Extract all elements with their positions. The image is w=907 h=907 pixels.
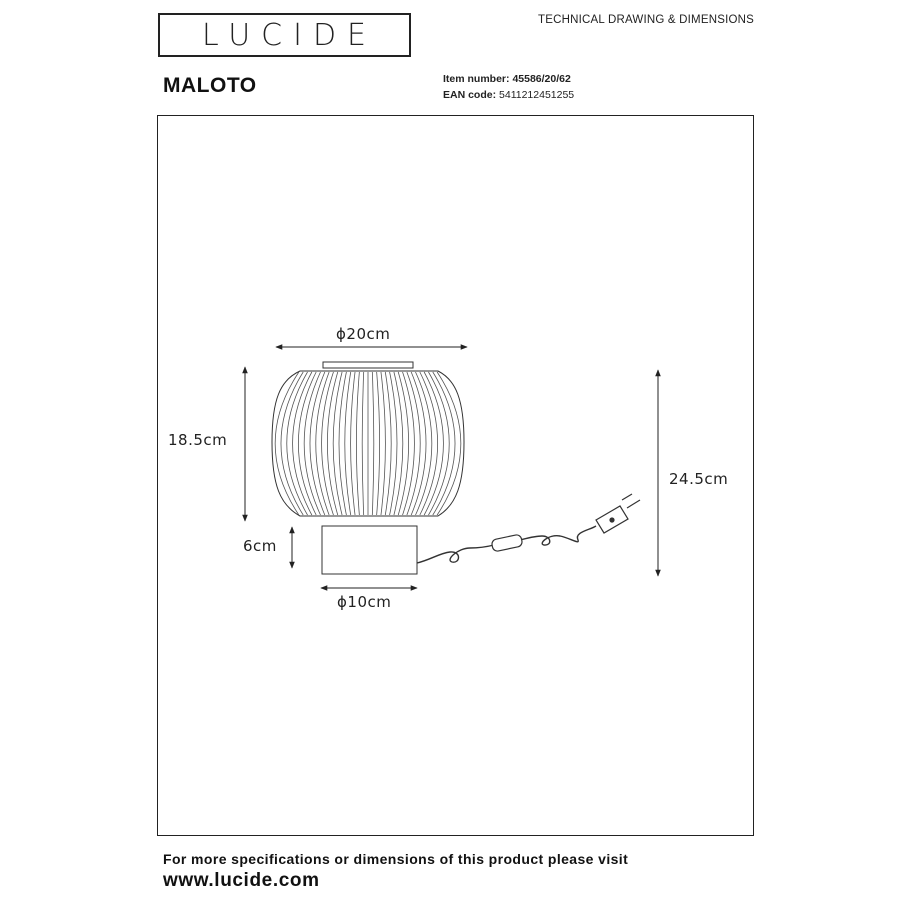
footer-note: For more specifications or dimensions of this product please visit — [163, 851, 629, 867]
item-number-label: Item number: — [443, 73, 510, 85]
ean-value: 5411212451255 — [499, 89, 575, 101]
shade-height-label: 18.5cm — [168, 431, 228, 449]
shade-diameter-label: ϕ20cm — [336, 325, 391, 343]
document-type: TECHNICAL DRAWING & DIMENSIONS — [538, 14, 754, 26]
total-height-label: 24.5cm — [669, 470, 729, 488]
brand-logo: LUCIDE — [201, 17, 378, 53]
lamp-base — [322, 526, 417, 574]
lamp-shade — [272, 362, 464, 516]
cord-switch — [491, 534, 523, 552]
website-link[interactable]: www.lucide.com — [163, 870, 320, 891]
plug — [596, 494, 640, 533]
base-height-label: 6cm — [243, 537, 277, 555]
item-number-value: 45586/20/62 — [512, 73, 571, 85]
ean-label: EAN code: — [443, 89, 497, 101]
product-name: MALOTO — [163, 74, 257, 97]
base-diameter-label: ϕ10cm — [337, 593, 392, 611]
